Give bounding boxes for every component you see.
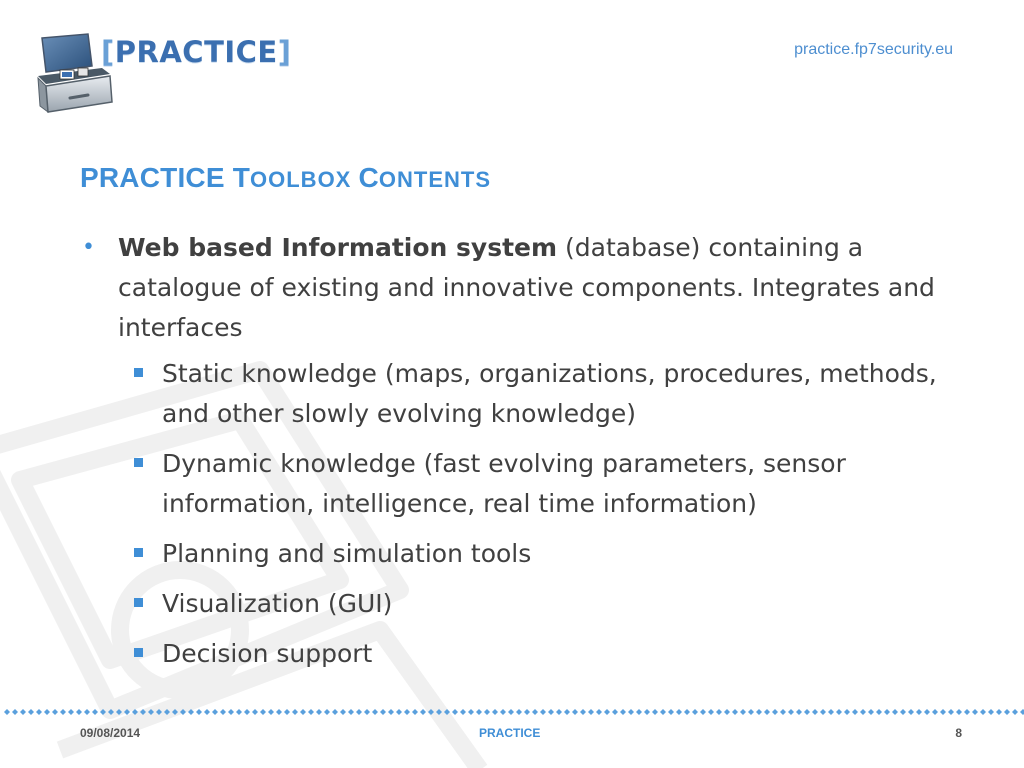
sub-item-text: Visualization (GUI) (162, 589, 393, 618)
main-bullet-text: (database) containing a catalogue of existing and innovative components. Integrates and interfaces (118, 233, 935, 342)
footer-dotted-divider (0, 704, 1024, 720)
website-link[interactable]: practice.fp7security.eu (794, 41, 953, 58)
footer-center-label: PRACTICE (479, 726, 541, 740)
list-item (162, 584, 980, 624)
sub-item-text: Dynamic knowledge (fast evolving parameters, sensor information, intelligence, real time information) (162, 449, 846, 518)
sub-item-text: Static knowledge (maps, organizations, procedures, methods, and other slowly evolving knowledge) (162, 359, 937, 428)
list-item (162, 444, 980, 524)
main-bullet-bold: Web based Information system (118, 233, 558, 262)
list-item (162, 354, 980, 434)
footer-page-number: 8 (955, 726, 962, 740)
footer-date: 09/08/2014 (80, 726, 141, 740)
list-item (162, 534, 980, 574)
slide-title (80, 162, 491, 194)
square-bullet-icon (134, 648, 143, 657)
title-toolbox-rest: OOLBOX (250, 167, 359, 192)
square-bullet-icon (134, 598, 143, 607)
bullet-dot-icon: • (82, 235, 95, 260)
title-contents-rest: ONTENTS (378, 167, 492, 192)
sub-bullet-list (80, 354, 980, 674)
sub-item-text: Decision support (162, 639, 373, 668)
sub-item-text: Planning and simulation tools (162, 539, 532, 568)
title-contents-initial: C (358, 162, 379, 193)
list-item (162, 634, 980, 674)
title-toolbox-initial: T (232, 162, 251, 193)
title-part-practice: PRACTICE (80, 162, 233, 193)
practice-logo-text (101, 35, 292, 69)
square-bullet-icon (134, 368, 143, 377)
logo-bracket-open: [ (101, 35, 115, 69)
logo-word: PRACTICE (114, 35, 278, 69)
square-bullet-icon (134, 458, 143, 467)
logo-bracket-close: ] (277, 35, 292, 69)
slide-content (80, 228, 980, 684)
square-bullet-icon (134, 548, 143, 557)
main-bullet (80, 228, 980, 348)
